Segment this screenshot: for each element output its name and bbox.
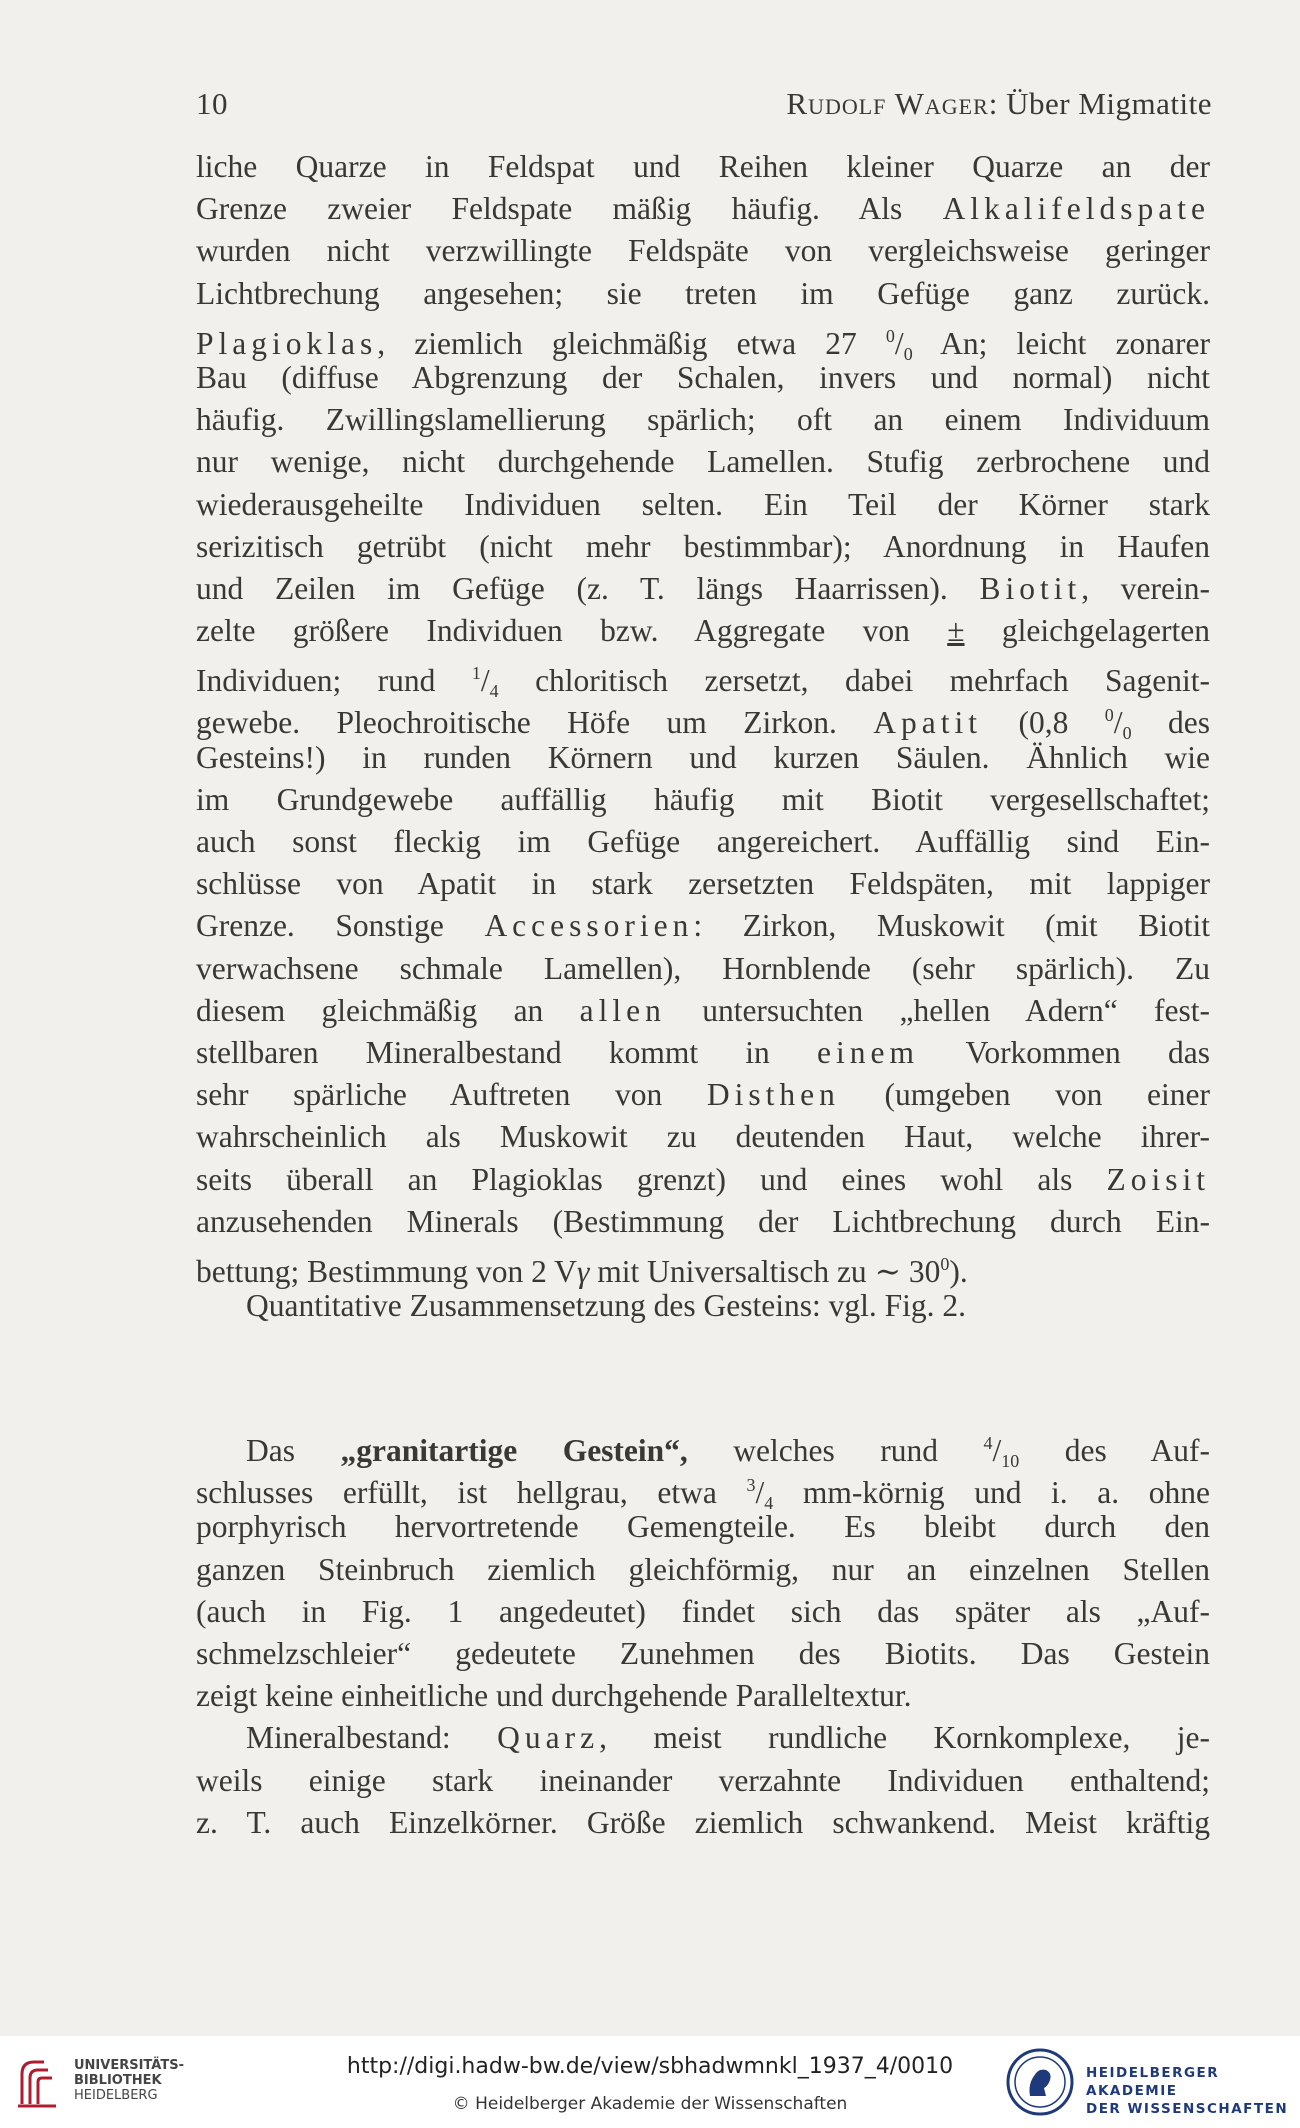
fraction-numerator: 1 [471,663,481,684]
copyright-notice: © Heidelberger Akademie der Wissenschaften [452,2094,848,2114]
text-run: gleichgelagerten [964,613,1210,649]
ub-line: UNIVERSITÄTS- [74,2058,184,2073]
spaced-term-einem: einem [817,1034,919,1070]
running-head-separator: : [988,86,998,121]
spaced-term-biotit: Biotit [979,570,1082,606]
text-run: (0,8 [982,705,1105,741]
text-line: im Grundgewebe auffällig häufig mit Biotit vergesellschaftet; [196,781,1210,817]
fraction-numerator: 3 [746,1475,756,1496]
fraction-slash: / [992,1433,1002,1468]
fraction-numerator: 0 [885,325,895,346]
text-run: 30 [900,1253,941,1289]
text-line: ganzen Steinbruch ziemlich gleichförmig, nur an einzelnen Stellen [196,1551,1210,1587]
text-run: An; leicht zonarer [912,325,1210,361]
text-line [196,694,1210,744]
spaced-term-alkalifeldspate: Alkalifeldspate [942,191,1210,227]
text-run: Grenze zweier Feldspate mäßig häufig. Als [196,191,943,227]
text-line: wiederausgeheilte Individuen selten. Ein Teil der Körner stark [196,486,1210,522]
text-line: Quantitative Zusammensetzung des Gesteins: vgl. Fig. 2. [246,1288,967,1324]
spaced-term-quarz: Quarz [497,1720,600,1756]
text-line [196,1074,1210,1116]
text-run: welches rund [687,1433,984,1468]
fraction-slash: / [480,663,490,699]
text-line: auch sonst fleckig im Gefüge angereichert. Auffällig sind Ein- [196,824,1210,859]
text-line [196,1243,1210,1289]
text-line: Bau (diffuse Abgrenzung der Schalen, invers und normal) nicht [196,359,1210,395]
fraction-denominator: 10 [1001,1451,1020,1471]
text-line: wahrscheinlich als Muskowit zu deutenden Haut, welche ihrer- [196,1119,1210,1155]
text-line [196,1032,1210,1074]
text-line: (auch in Fig. 1 angedeutet) findet sich das später als „Auf- [196,1593,1210,1629]
text-run: sehr spärliche Auftreten von [196,1077,707,1113]
fraction-numerator: 0 [1104,705,1114,726]
ub-line: BIBLIOTHEK [74,2073,162,2088]
text-run: Das [246,1433,341,1468]
text-line: weils einige stark ineinander verzahnte Individuen enthaltend; [196,1762,1210,1798]
text-line: nur wenige, nicht durchgehende Lamellen. Stufig zerbrochene und [196,444,1210,480]
fraction-slash: / [755,1475,765,1511]
fraction-denominator: 0 [1122,723,1132,744]
text-run: Individuen; rund [196,663,472,699]
text-line: schmelzschleier“ gedeutete Zunehmen des Biotits. Das Gestein [196,1635,1210,1671]
text-run: bettung; Bestimmung von 2 V [196,1253,577,1289]
spaced-term-accessorien: Accessorien [484,908,694,944]
spaced-term-zoisit: Zoisit [1106,1161,1210,1197]
text-line [196,652,1210,702]
section-heading-granitartiges-gestein: „granitartige Gestein“, [340,1433,688,1468]
academy-name [1086,2064,1300,2118]
text-run: zelte größere Individuen bzw. Aggregate von [196,613,948,649]
footer-bar [0,2036,1300,2128]
text-line [196,1464,1210,1514]
text-run: Grenze. Sonstige [196,908,485,944]
text-line: serizitisch getrübt (nicht mehr bestimmbar); Anordnung in Haufen [196,528,1210,564]
academy-line: HEIDELBERGER AKADEMIE [1086,2065,1220,2099]
text-line: Lichtbrechung angesehen; sie treten im Gefüge ganz zurück. [196,275,1210,311]
academy-seal-logo-icon [1004,2046,1076,2118]
text-run: Mineralbestand: [246,1720,498,1756]
text-line: porphyrisch hervortretende Gemengteile. Es bleibt durch den [196,1509,1210,1545]
spaced-term-plagioklas: Plagioklas [196,325,378,361]
fraction-slash: / [894,325,904,361]
text-line [196,188,1210,230]
text-line [196,1717,1210,1759]
text-line [196,568,1210,610]
spaced-term-disthen: Disthen [706,1077,840,1113]
text-run: Vorkommen das [918,1034,1210,1070]
text-run: (umgeben von einer [839,1077,1210,1113]
text-line [196,610,1210,652]
text-line: anzusehenden Minerals (Bestimmung der Lichtbrechung durch Ein- [196,1203,1210,1239]
text-line [196,1159,1210,1201]
fraction-denominator: 4 [489,681,499,702]
text-run: stellbaren Mineralbestand kommt in [196,1034,818,1070]
text-line: wurden nicht verzwillingte Feldspäte von vergleichsweise geringer [196,233,1210,269]
text-line [196,315,1210,364]
running-head [786,86,1212,122]
text-run: seits überall an Plagioklas grenzt) und eines wohl als [196,1161,1107,1197]
page-header [196,86,1212,130]
spaced-term-apatit: Apatit [873,705,983,741]
text-run: des Auf- [1019,1433,1210,1468]
text-line: z. T. auch Einzelkörner. Größe ziemlich schwankend. Meist kräftig [196,1804,1210,1840]
ub-line: HEIDELBERG [74,2088,158,2103]
text-line [196,1422,1210,1471]
fraction-slash: / [1113,705,1123,741]
text-run: , ziemlich gleichmäßig etwa 27 [377,325,886,361]
text-run: chloritisch zersetzt, dabei mehrfach Sagenit- [498,663,1210,699]
text-run: ). [949,1253,968,1289]
text-run: des [1131,705,1210,741]
text-line: häufig. Zwillingslamellierung spärlich; oft an einem Individuum [196,402,1210,438]
text-run: und Zeilen im Gefüge (z. T. längs Haarrissen). [196,570,980,606]
text-line: zeigt keine einheitliche und durchgehende Paralleltextur. [196,1678,912,1714]
fraction-numerator: 4 [983,1433,993,1453]
text-run: : Zirkon, Muskowit (mit Biotit [693,908,1210,944]
plus-minus-sign: ± [947,613,965,649]
text-block-1 [196,146,1210,1327]
fraction-denominator: 0 [903,343,913,364]
text-line: liche Quarze in Feldspat und Reihen kleiner Quarze an der [196,149,1210,184]
academy-line: DER WISSENSCHAFTEN [1086,2101,1289,2117]
text-line [196,990,1210,1032]
spaced-term-allen: allen [579,992,666,1028]
text-block-2 [196,1422,1210,1844]
text-run: , meist rundliche Kornkomplexe, je- [599,1720,1210,1756]
running-head-title: Über Migmatite [1006,86,1212,121]
text-run: schlusses erfüllt, ist hellgrau, etwa [196,1475,747,1511]
gamma-symbol: γ [576,1253,590,1289]
text-line [196,905,1210,947]
degree-mark: 0 [940,1253,950,1274]
fraction-denominator: 4 [764,1493,774,1514]
text-run: untersuchten „hellen Adern“ fest- [665,992,1210,1028]
text-line: schlüsse von Apatit in stark zersetzten Feldspäten, mit lappiger [196,866,1210,902]
text-run: , verein- [1081,570,1210,606]
text-line: Gesteins!) in runden Körnern und kurzen Säulen. Ähnlich wie [196,739,1210,775]
text-run: diesem gleichmäßig an [196,992,580,1028]
text-line: verwachsene schmale Lamellen), Hornblende (sehr spärlich). Zu [196,950,1210,986]
running-head-author: Rudolf Wager [786,86,989,121]
approx-symbol: ∼ [874,1253,901,1289]
page-number: 10 [196,86,228,121]
source-url-link[interactable]: http://digi.hadw-bw.de/view/sbhadwmnkl_1937_4/0010 [346,2054,954,2079]
text-run: mm-körnig und i. a. ohne [773,1475,1210,1511]
text-run: gewebe. Pleochroitische Höfe um Zirkon. [196,705,874,741]
text-run: mit Universaltisch zu [589,1253,875,1289]
